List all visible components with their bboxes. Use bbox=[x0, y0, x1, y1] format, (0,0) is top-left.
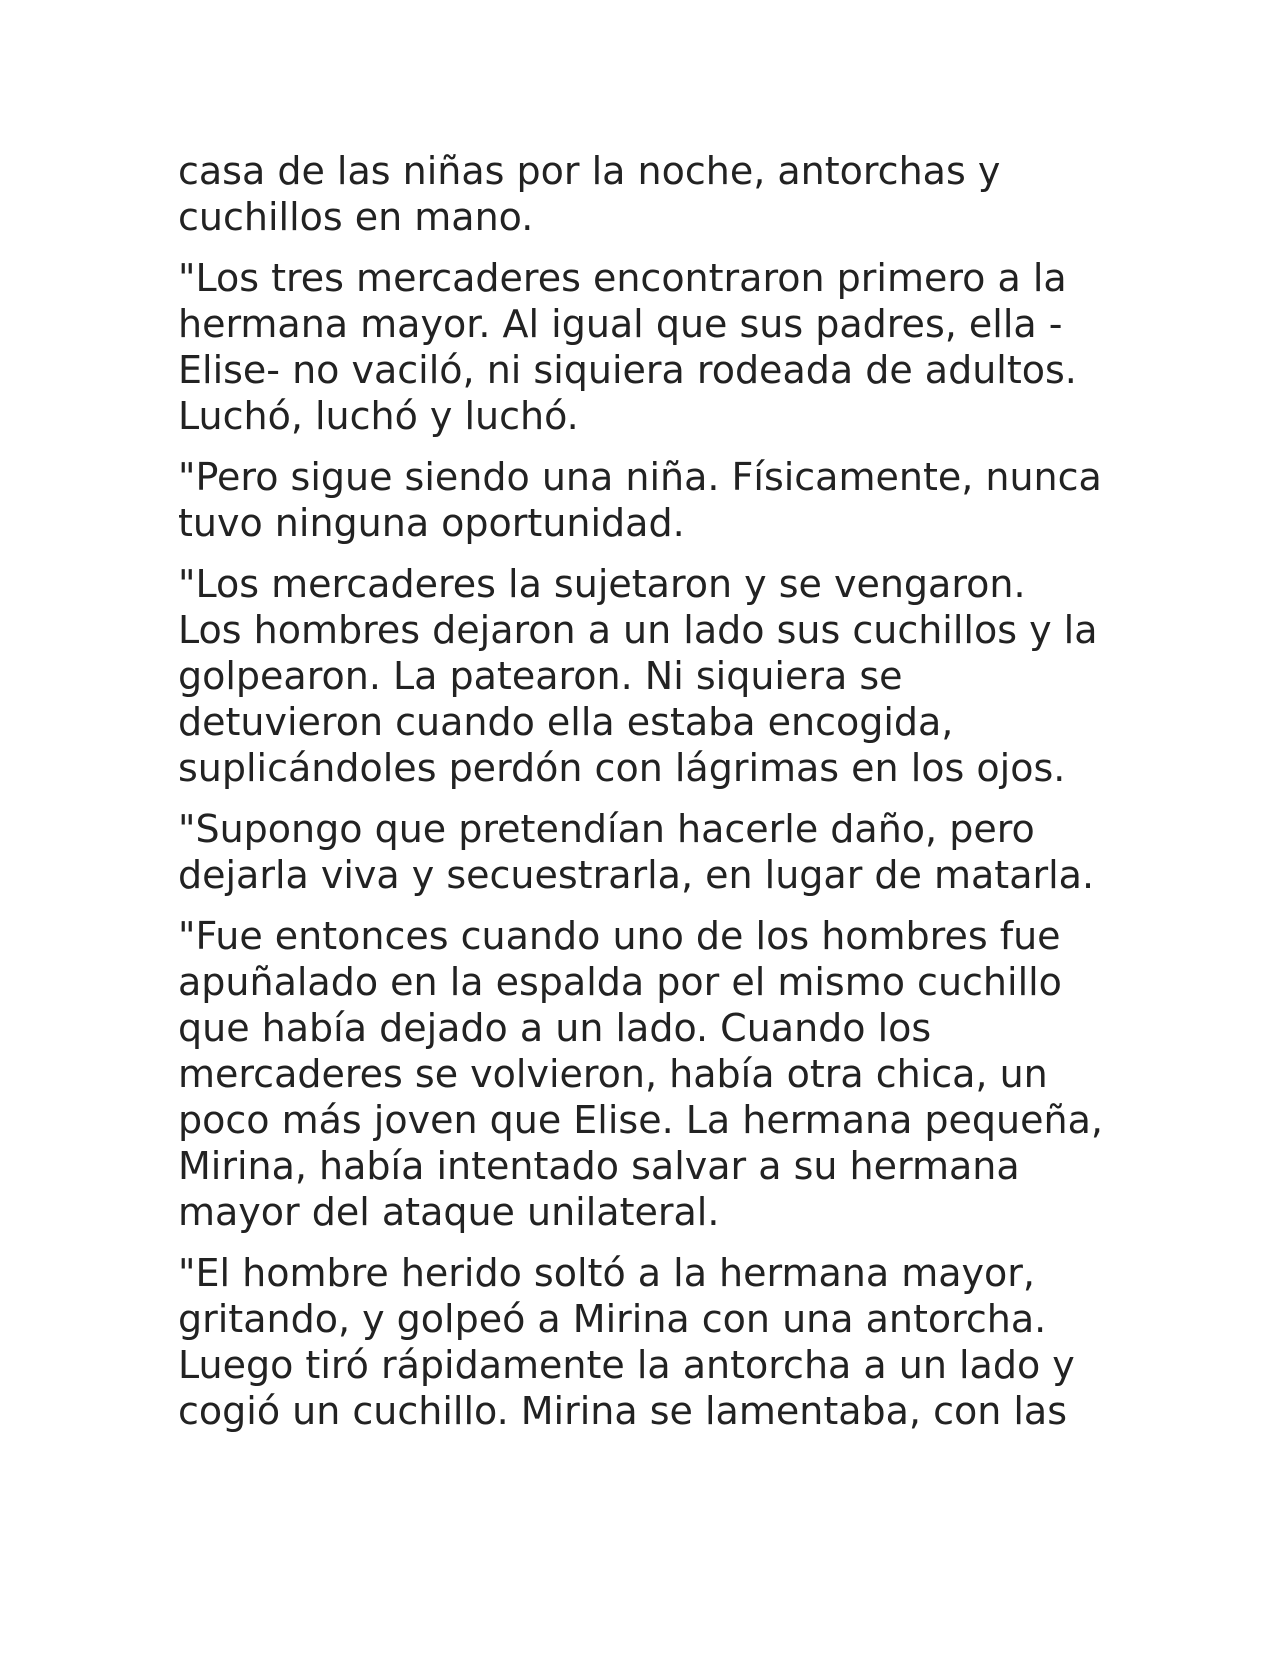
text-line: casa de las niñas por la noche, antorchas y bbox=[178, 149, 1001, 193]
text-line: apuñalado en la espalda por el mismo cuchillo bbox=[178, 960, 1062, 1004]
text-line: "El hombre herido soltó a la hermana mayor, bbox=[178, 1251, 1035, 1295]
text-line: poco más joven que Elise. La hermana pequeña, bbox=[178, 1098, 1103, 1142]
text-line: "Supongo que pretendían hacerle daño, pero bbox=[178, 807, 1035, 851]
text-body bbox=[178, 148, 1108, 1449]
text-line: cogió un cuchillo. Mirina se lamentaba, con las bbox=[178, 1389, 1068, 1433]
text-line: "Los tres mercaderes encontraron primero a la bbox=[178, 256, 1067, 300]
text-line: que había dejado a un lado. Cuando los bbox=[178, 1006, 932, 1050]
text-line: mercaderes se volvieron, había otra chica, un bbox=[178, 1052, 1048, 1096]
text-line: "Los mercaderes la sujetaron y se vengaron. bbox=[178, 562, 1026, 606]
text-line: tuvo ninguna oportunidad. bbox=[178, 501, 685, 545]
text-line: detuvieron cuando ella estaba encogida, bbox=[178, 700, 954, 744]
text-line: Los hombres dejaron a un lado sus cuchillos y la bbox=[178, 608, 1098, 652]
text-line: Mirina, había intentado salvar a su hermana bbox=[178, 1144, 1020, 1188]
text-line: dejarla viva y secuestrarla, en lugar de matarla. bbox=[178, 853, 1095, 897]
text-line: "Fue entonces cuando uno de los hombres fue bbox=[178, 914, 1061, 958]
text-line: Luego tiró rápidamente la antorcha a un lado y bbox=[178, 1343, 1075, 1387]
text-line: Luchó, luchó y luchó. bbox=[178, 394, 579, 438]
paragraph-4 bbox=[178, 561, 1108, 791]
text-line: hermana mayor. Al igual que sus padres, ella - bbox=[178, 302, 1063, 346]
text-line: golpearon. La patearon. Ni siquiera se bbox=[178, 654, 903, 698]
paragraph-1 bbox=[178, 148, 1108, 240]
text-line: suplicándoles perdón con lágrimas en los ojos. bbox=[178, 746, 1066, 790]
text-line: "Pero sigue siendo una niña. Físicamente, nunca bbox=[178, 455, 1102, 499]
paragraph-5 bbox=[178, 806, 1108, 898]
paragraph-2 bbox=[178, 255, 1108, 439]
text-line: mayor del ataque unilateral. bbox=[178, 1190, 720, 1234]
paragraph-7 bbox=[178, 1250, 1108, 1434]
text-line: gritando, y golpeó a Mirina con una antorcha. bbox=[178, 1297, 1047, 1341]
text-line: Elise- no vaciló, ni siquiera rodeada de adultos. bbox=[178, 348, 1077, 392]
text-line: cuchillos en mano. bbox=[178, 195, 534, 239]
paragraph-6 bbox=[178, 913, 1108, 1235]
paragraph-3 bbox=[178, 454, 1108, 546]
